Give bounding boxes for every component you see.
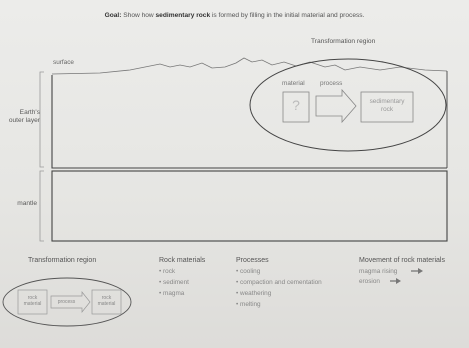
mini-material-line1: rock (27, 295, 38, 301)
outer-layer-box (52, 75, 447, 168)
process-label: process (320, 80, 343, 87)
rock-material-item: • sediment (159, 279, 189, 286)
rock-material-item: • magma (159, 290, 185, 297)
transformation-ellipse (250, 59, 446, 151)
mantle-label: mantle (17, 200, 37, 207)
movement-item-erosion: erosion (359, 278, 380, 285)
mini-result-line1: rock (101, 295, 112, 301)
mini-process-label: process (57, 299, 76, 305)
mantle-bracket (40, 171, 44, 241)
processes-title: Processes (236, 257, 269, 264)
earth-label-line2: outer layer (8, 117, 40, 124)
goal-text-after: is formed by filling in the initial material and process. (210, 12, 365, 19)
rock-material-item: • rock (159, 268, 176, 275)
process-item: • compaction and cementation (236, 279, 322, 286)
process-item: • melting (236, 301, 261, 308)
question-mark: ? (292, 97, 300, 113)
material-label: material (282, 80, 305, 87)
goal-text-before: Show how (121, 12, 156, 19)
result-line2: rock (380, 106, 394, 113)
movement-item-magma-rising: magma rising (359, 268, 398, 275)
rock-materials-title: Rock materials (159, 257, 206, 264)
mantle-box (52, 171, 447, 241)
outer-layer-bracket (40, 72, 44, 167)
erosion-arrow-icon (390, 278, 401, 284)
region-title: Transformation region (311, 38, 376, 45)
legend-transformation-title: Transformation region (28, 257, 97, 264)
magma-rising-arrow-icon (411, 268, 423, 274)
process-arrow (316, 90, 356, 122)
surface-line (52, 58, 447, 74)
mini-result-text (92, 295, 121, 307)
process-item: • weathering (236, 290, 272, 297)
mini-material-line2: material (23, 301, 42, 307)
movement-title: Movement of rock materials (359, 257, 445, 264)
goal-prefix: Goal: (104, 12, 122, 19)
mini-material-text (18, 295, 47, 307)
earth-label-line1: Earth's (19, 109, 40, 116)
surface-label: surface (53, 59, 74, 66)
mini-result-line2: material (97, 301, 116, 307)
goal-bold-term: sedimentary rock (155, 12, 211, 19)
result-line1: sedimentary (369, 98, 405, 105)
process-item: • cooling (236, 268, 261, 275)
